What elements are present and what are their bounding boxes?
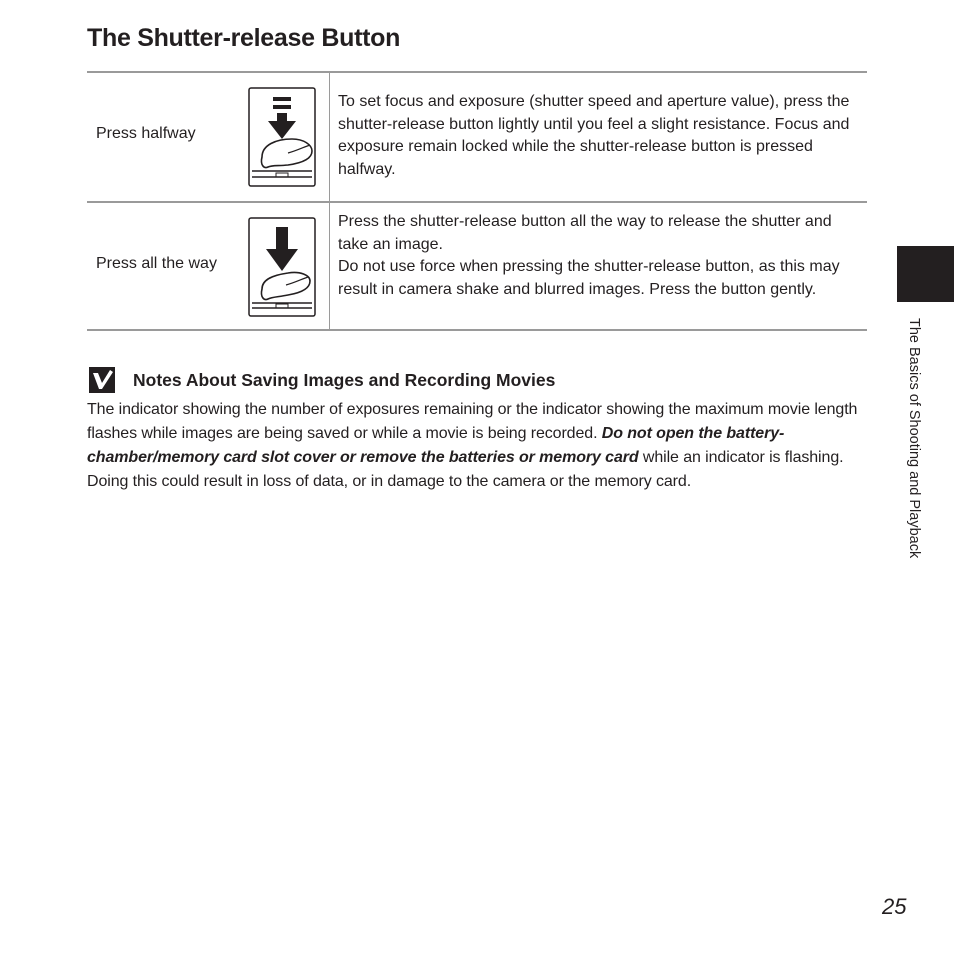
shutter-press-fully-icon: [248, 217, 316, 317]
row-description: [330, 73, 867, 201]
table-row: [87, 203, 867, 329]
page-title: The Shutter-release Button: [87, 24, 401, 52]
note-body: [87, 398, 867, 494]
note-heading: [87, 362, 867, 398]
description-text: Do not use force when pressing the shutter-release button, as this may result in camera shake and blurred images. Press the button gently.: [338, 258, 840, 298]
shutter-press-halfway-icon: [248, 87, 316, 187]
table-bottom-rule: [87, 329, 867, 331]
note-section: [87, 362, 867, 494]
section-tab: [897, 246, 954, 302]
row-label-cell: [87, 73, 330, 201]
check-mark-icon: [89, 367, 115, 393]
section-label: The Basics of Shooting and Playback: [906, 318, 922, 559]
note-warning: Do not open the battery-chamber/memory card slot cover or remove the batteries or memory card: [87, 425, 785, 466]
shutter-table: [87, 71, 867, 331]
row-description: [330, 203, 867, 329]
description-text: To set focus and exposure (shutter speed and aperture value), press the shutter-release button lightly until you feel a slight resistance. Focus and exposure remain locked while the shutter-release button is pressed halfway.: [338, 93, 850, 178]
page-number: 25: [882, 894, 907, 919]
note-text: while an indicator is flashing. Doing this could result in loss of data, or in damage to the camera or the memory card.: [87, 449, 844, 490]
note-text: The indicator showing the number of exposures remaining or the indicator showing the maximum movie length flashes while images are being saved or while a movie is being recorded.: [87, 401, 858, 442]
description-text: Press the shutter-release button all the way to release the shutter and take an image.: [338, 213, 832, 253]
row-label: Press halfway: [96, 125, 196, 142]
row-label: Press all the way: [96, 255, 217, 272]
row-label-cell: [87, 203, 330, 329]
table-row: [87, 73, 867, 201]
note-title: Notes About Saving Images and Recording Movies: [133, 369, 556, 390]
